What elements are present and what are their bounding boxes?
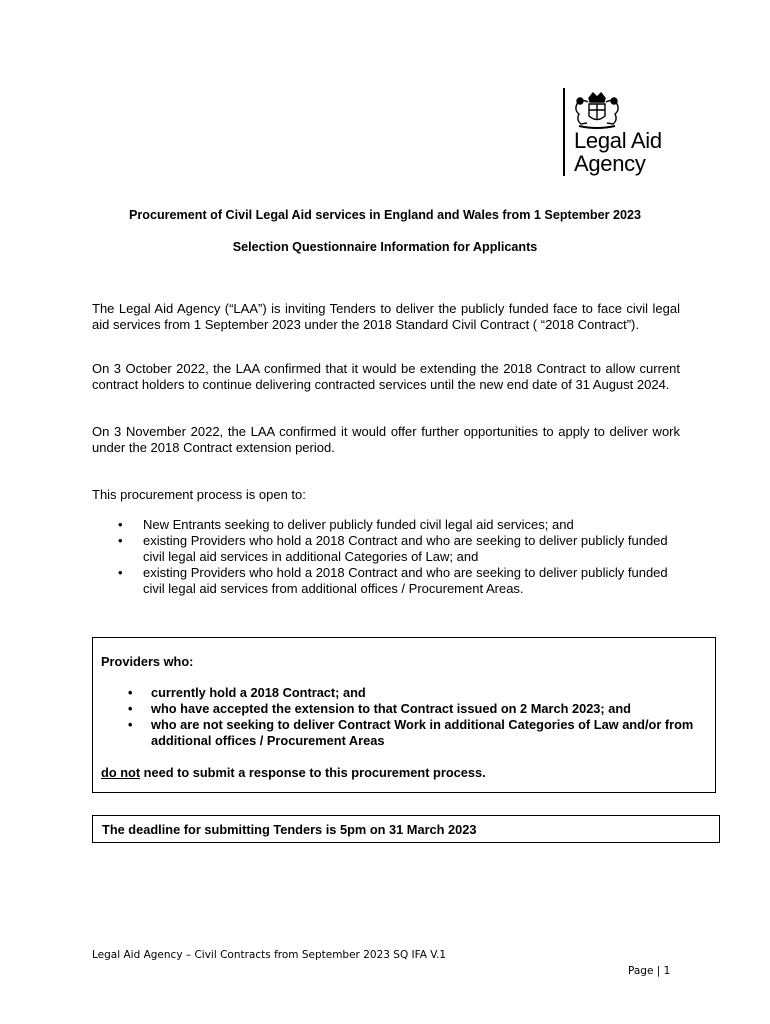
providers-box-footer-rest: need to submit a response to this procurement process. (140, 765, 486, 780)
document-subtitle: Selection Questionnaire Information for Applicants (232, 240, 538, 254)
list-item-text: who have accepted the extension to that Contract issued on 2 March 2023; and (151, 701, 631, 716)
providers-notice-box (92, 637, 716, 793)
list-item (118, 533, 686, 565)
open-to-intro: This procurement process is open to: (92, 487, 306, 502)
providers-box-heading: Providers who: (101, 654, 194, 669)
royal-coat-of-arms-icon (571, 90, 623, 130)
bullet-icon: • (128, 701, 133, 716)
list-item-text: who are not seeking to deliver Contract Work in additional Categories of Law and/or from additional offices / Procurement Areas (151, 717, 694, 748)
underlined-do-not: do not (101, 765, 141, 780)
legal-aid-agency-logo (563, 88, 693, 183)
intro-paragraph: The Legal Aid Agency (“LAA”) is inviting Tenders to deliver the publicly funded face to face civil legal aid services from 1 September 2023 under the 2018 Standard Civil Contract ( “2018 Contract”). (92, 301, 680, 332)
bullet-icon: • (128, 685, 133, 700)
extension-paragraph: On 3 October 2022, the LAA confirmed that it would be extending the 2018 Contract to allow current contract holders to continue delivering contracted services until the new end date of 31 August 2024. (92, 361, 680, 392)
list-item (128, 717, 713, 749)
providers-box-footer (101, 765, 486, 780)
logo-text-line1: Legal Aid (574, 128, 662, 153)
list-item (118, 517, 686, 533)
footer-doc-reference: Legal Aid Agency – Civil Contracts from September 2023 SQ IFA V.1 (92, 949, 447, 961)
providers-criteria-list (128, 685, 713, 749)
logo-text (574, 129, 662, 175)
list-item (128, 701, 713, 717)
bullet-icon: • (128, 717, 133, 732)
list-item-text: existing Providers who hold a 2018 Contract and who are seeking to deliver publicly funded civil legal aid services from additional offices / Procurement Areas. (143, 565, 668, 596)
bullet-icon: • (118, 533, 123, 548)
document-title: Procurement of Civil Legal Aid services in England and Wales from 1 September 2023 (128, 208, 642, 222)
bullet-icon: • (118, 517, 123, 532)
list-item-text: existing Providers who hold a 2018 Contract and who are seeking to deliver publicly funded civil legal aid services in additional Categories of Law; and (143, 533, 668, 564)
bullet-icon: • (118, 565, 123, 580)
logo-divider (563, 88, 565, 176)
list-item-text: New Entrants seeking to deliver publicly funded civil legal aid services; and (143, 517, 574, 532)
deadline-text: The deadline for submitting Tenders is 5pm on 31 March 2023 (102, 822, 477, 837)
deadline-box (92, 815, 720, 843)
opportunities-paragraph: On 3 November 2022, the LAA confirmed it would offer further opportunities to apply to deliver work under the 2018 Contract extension period. (92, 424, 680, 455)
list-item (128, 685, 713, 701)
list-item (118, 565, 686, 597)
page-number: Page | 1 (628, 965, 671, 977)
logo-text-line2: Agency (574, 151, 646, 176)
list-item-text: currently hold a 2018 Contract; and (151, 685, 366, 700)
open-to-list (118, 517, 686, 597)
